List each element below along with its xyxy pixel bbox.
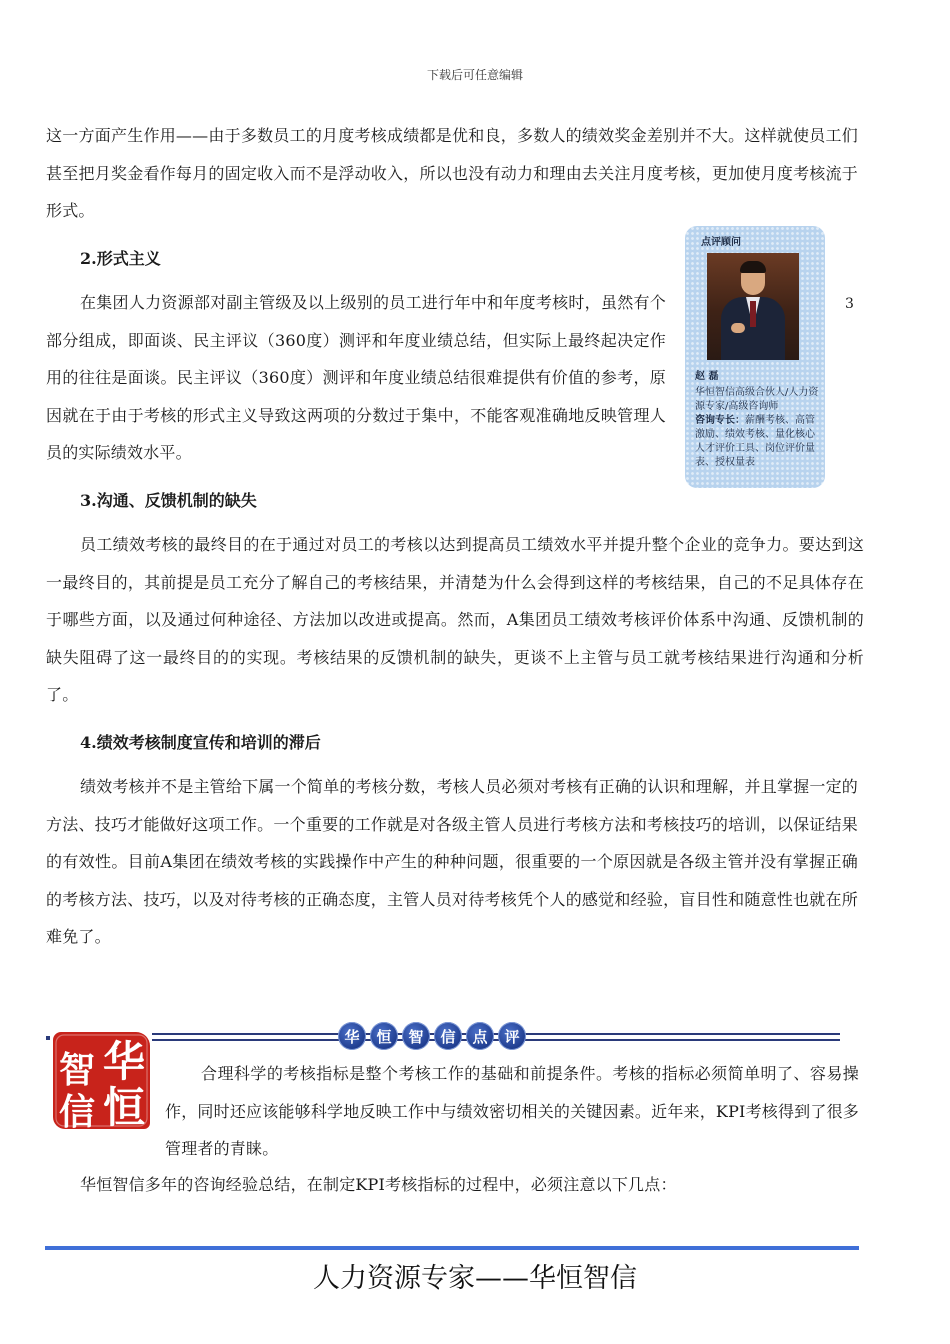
review-paragraph-2: 华恒智信多年的咨询经验总结，在制定KPI考核指标的过程中，必须注意以下几点： [80, 1175, 677, 1194]
paragraph-training: 绩效考核并不是主管给下属一个简单的考核分数，考核人员必须对考核有正确的认识和理解，并且掌握一定的方法、技巧才能做好这项工作。一个重要的工作就是对各级主管人员进行考核方法和考核技巧的培训，以保证结果的有效性。目前A集团在绩效考核的实践操作中产生的种种问题，很重要的一个原因就是各级主管并没有掌握正确的考核方法、技巧，以及对待考核的正确态度，主管人员对待考核凭个人的感觉和经验，盲目性和随意性也就在所难免了。 [46, 777, 858, 946]
review-banner [338, 1022, 526, 1050]
banner-char: 信 [434, 1022, 462, 1050]
banner-dot [46, 1036, 50, 1040]
consultant-name: 赵 磊 [695, 371, 719, 382]
paragraph-intro: 这一方面产生作用——由于多数员工的月度考核成绩都是优和良，多数人的绩效奖金差别并不大。这样就使员工们甚至把月奖金看作每月的固定收入而不是浮动收入，所以也没有动力和理由去关注月度考核，更加使月度考核流于形式。 [46, 126, 858, 220]
consultant-specialty: 薪酬考核、高管激励、绩效考核、量化核心人才评价工具、岗位评价量表、授权量表 [695, 415, 815, 468]
page-header: 下载后可任意编辑 [426, 68, 523, 82]
banner-char: 华 [338, 1022, 366, 1050]
heading-training: 4.绩效考核制度宣传和培训的滞后 [80, 733, 321, 752]
consultant-title: 华恒智信高级合伙人/人力资源专家/高级咨询师 [695, 387, 819, 412]
banner-char: 点 [466, 1022, 494, 1050]
consultant-card [685, 226, 825, 488]
review-paragraph-1: 合理科学的考核指标是整个考核工作的基础和前提条件。考核的指标必须简单明了、容易操作，同时还应该能够科学地反映工作中与绩效密切相关的关键因素。近年来，KPI考核得到了很多管理者的青睐。 [165, 1064, 859, 1158]
seal-char: 恒 [103, 1083, 146, 1129]
consultant-specialty-label: 咨询专长： [695, 415, 745, 426]
consultant-card-title: 点评顾问 [701, 237, 741, 248]
seal-char: 华 [103, 1037, 146, 1086]
seal-char: 信 [59, 1091, 96, 1129]
consultant-desc [695, 386, 819, 470]
footer-slogan: 人力资源专家——华恒智信 [313, 1263, 637, 1294]
page-number: 3 [845, 296, 854, 312]
consultant-photo [707, 253, 799, 360]
review-paragraph-1a [165, 1055, 859, 1168]
heading-formalism: 2.形式主义 [80, 249, 161, 268]
banner-char: 评 [498, 1022, 526, 1050]
heading-communication: 3.沟通、反馈机制的缺失 [80, 491, 257, 510]
paragraph-communication: 员工绩效考核的最终目的在于通过对员工的考核以达到提高员工绩效水平并提升整个企业的竞争力。要达到这一最终目的，其前提是员工充分了解自己的考核结果，并清楚为什么会得到这样的考核结果，自己的不足具体存在于哪些方面，以及通过何种途径、方法加以改进或提高。然而，A集团员工绩效考核评价体系中沟通、反馈机制的缺失阻碍了这一最终目的的实现。考核结果的反馈机制的缺失，更谈不上主管与员工就考核结果进行沟通和分析了。 [46, 535, 864, 704]
seal-char: 智 [59, 1049, 96, 1091]
banner-char: 智 [402, 1022, 430, 1050]
banner-char: 恒 [370, 1022, 398, 1050]
footer-divider [45, 1246, 859, 1250]
paragraph-formalism: 在集团人力资源部对副主管级及以上级别的员工进行年中和年度考核时，虽然有个部分组成，即面谈、民主评议（360度）测评和年度业绩总结，但实际上最终起决定作用的往往是面谈。民主评议（360度）测评和年度业绩总结很难提供有价值的参考，原因就在于由于考核的形式主义导致这两项的分数过于集中，不能客观准确地反映管理人员的实际绩效水平。 [46, 293, 666, 462]
company-seal-logo [53, 1032, 150, 1129]
